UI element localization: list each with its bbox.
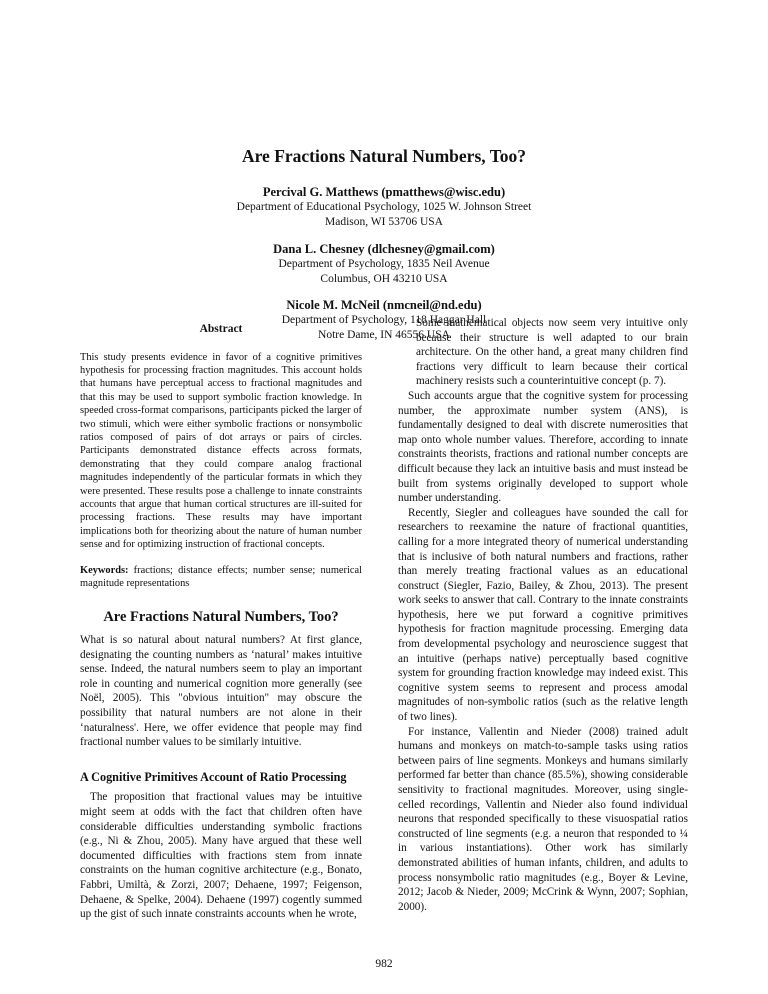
- keywords: [80, 564, 362, 591]
- body-paragraph-1: Such accounts argue that the cognitive system for processing number, the approximate number system (ANS), is fundamentally designed to deal with discrete numerosities that map onto whole number values. Therefore, according to innate constraints theorists, fractions and rational number concepts are difficult because they lack an intuitive basis and must instead be built from systems originally developed to support whole number understanding.: [398, 389, 688, 505]
- author-affiliation: Department of Psychology, 118 Haggar Hall: [281, 314, 487, 326]
- body-paragraph-3: For instance, Vallentin and Nieder (2008) trained adult humans and monkeys on match-to-sample tasks using ratios between pairs of line segments. Monkeys and humans similarly performed far better than chance (85.5%), showing considerable sensitivity to fractional magnitudes. Moreover, using single-celled recordings, Vallentin and Nieder also found individual neurons that responded specifically to these visuospatial ratios constructed of line segments (e.g. a neuron that responded to ¼ in various instantiations). Other work has similarly demonstrated abilities of human infants, children, and adults to process nonsymbolic ratio magnitudes (e.g., Boyer & Levine, 2012; Jacob & Nieder, 2009; McCrink & Wynn, 2007; Sophian, 2000).: [398, 725, 688, 913]
- author-affiliation: Department of Psychology, 1835 Neil Avenue: [278, 258, 490, 270]
- subsection-paragraph: The proposition that fractional values may be intuitive might seem at odds with the fact that children often have considerable difficulties understanding symbolic fractions (e.g., Ni & Zhou, 2005). Many have argued that these well documented difficulties with fractions stem from innate constraints on the human cognitive architecture (e.g., Bonato, Fabbri, Umiltà, & Zorzi, 2007; Dehaene, 1997; Feigenson, Dehaene, & Spelke, 2004). Dehaene (1997) cogently summed up the gist of such innate constraints accounts when he wrote,: [80, 791, 362, 921]
- author-affiliation: Department of Educational Psychology, 1025 W. Johnson Street: [236, 201, 532, 213]
- author-name: Nicole M. McNeil (nmcneil@nd.edu): [286, 298, 482, 312]
- right-column: [398, 316, 688, 914]
- author-address: Columbus, OH 43210 USA: [320, 273, 448, 285]
- subsection-heading: A Cognitive Primitives Account of Ratio Processing: [80, 769, 347, 784]
- author-block-1: [0, 184, 768, 230]
- abstract-heading: Abstract: [199, 323, 243, 335]
- author-address: Madison, WI 53706 USA: [325, 216, 443, 228]
- author-block-2: [0, 241, 768, 287]
- paper-title: Are Fractions Natural Numbers, Too?: [241, 146, 527, 166]
- author-name: Percival G. Matthews (pmatthews@wisc.edu): [262, 185, 506, 199]
- author-block-3: [0, 297, 768, 343]
- page-number: 982: [375, 958, 393, 970]
- intro-paragraph: What is so natural about natural numbers? At first glance, designating the counting numbers as ‘natural’ makes intuitive sense. Indeed, the natural numbers seem to play an important role in counting and numerical cognition more generally (see Noël, 2005). This "obvious intuition" may obscure the possibility that natural numbers are not alone in their ‘naturalness'. Here, we offer evidence that people may find fractional number values to be similarly intuitive.: [80, 634, 362, 749]
- abstract-text: This study presents evidence in favor of a cognitive primitives hypothesis for processing fraction magnitudes. This account holds that humans have perceptual access to fractional magnitudes and that this may be used to support symbolic fraction knowledge. In speeded cross-format comparisons, participants picked the larger of two stimuli, which were either symbolic fractions or nonsymbolic ratios composed of pairs of dot arrays or pairs of circles. Participants demonstrated distance effects across formats, demonstrating that they could compare analog fractional magnitudes independently of the particular formats in which they were presented. These results pose a challenge to innate constraints accounts that argue that human cortical structures are ill-suited for processing fractions. These results may have important implications both for theorizing about the nature of human number sense and for optimizing instruction of fractional concepts.: [80, 351, 362, 551]
- section-heading: Are Fractions Natural Numbers, Too?: [103, 608, 339, 625]
- author-name: Dana L. Chesney (dlchesney@gmail.com): [273, 242, 495, 256]
- keywords-label: Keywords:: [80, 564, 129, 576]
- left-column: [80, 322, 362, 922]
- body-paragraph-2: Recently, Siegler and colleagues have sounded the call for researchers to reexamine the nature of fractional quantities, calling for a more integrated theory of numerical understanding that is inclusive of both natural numbers and fractions, rather than merely treating fractional values as an educational construct (Siegler, Fazio, Bailey, & Zhou, 2013). The present work seeks to answer that call. Contrary to the innate constraints hypothesis, here we put forward a cognitive primitives hypothesis for fraction magnitude processing. Emerging data from developmental psychology and neuroscience suggest that an intuitive (perhaps native) perceptually based cognitive system for grounding fraction knowledge may indeed exist. This cognitive system seems to represent and process amodal magnitudes of non-symbolic ratios (such as the relative length of two lines).: [398, 506, 688, 724]
- block-quote: Some mathematical objects now seem very intuitive only because their structure is well adapted to our brain architecture. On the other hand, a great many children find fractions very difficult to learn because their cortical machinery resists such a counterintuitive concept (p. 7).: [416, 317, 688, 388]
- author-address: Notre Dame, IN 46556 USA: [318, 329, 450, 341]
- keywords-list: fractions; distance effects; number sense; numerical magnitude representations: [80, 564, 362, 590]
